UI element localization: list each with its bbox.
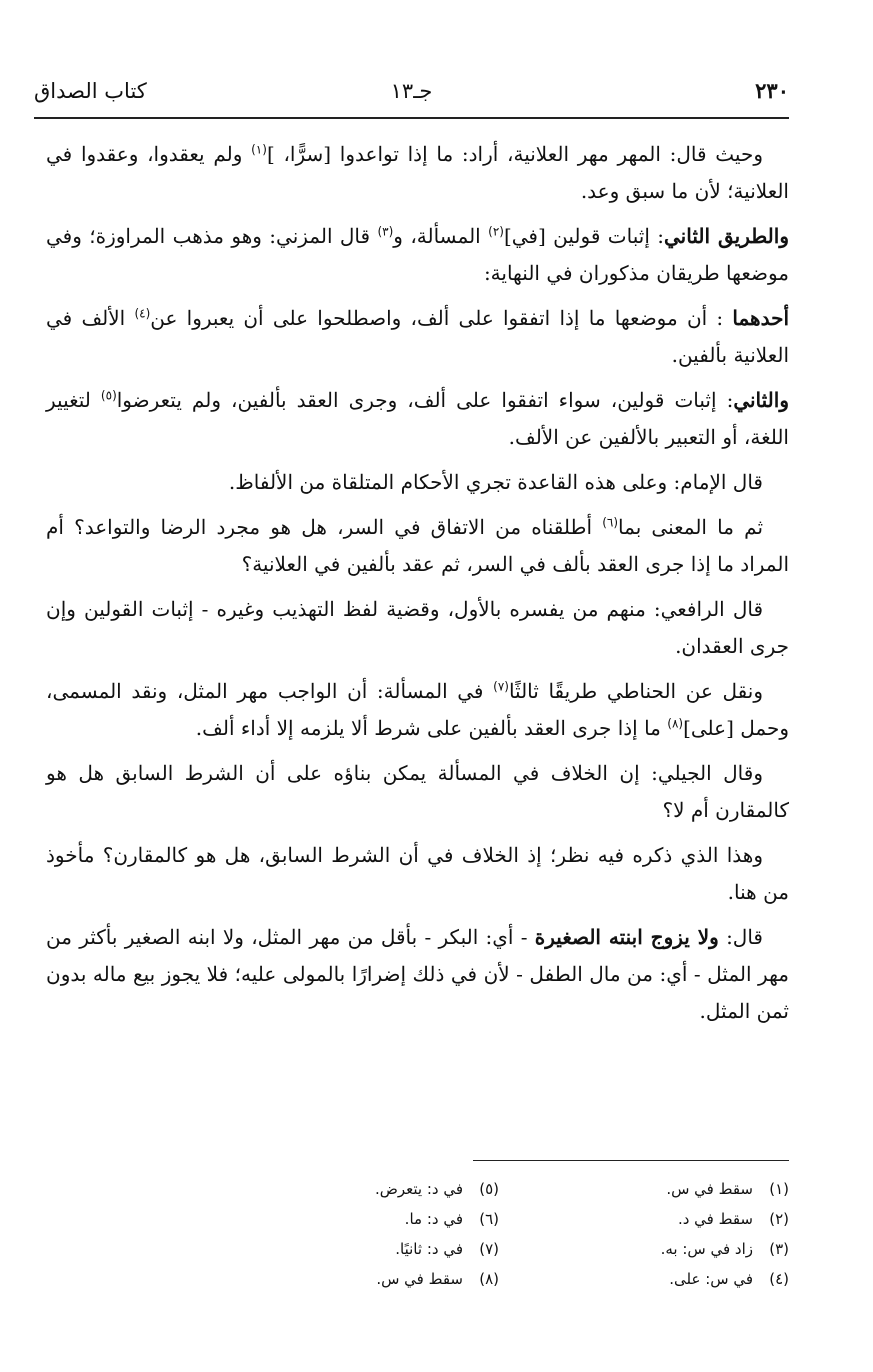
paragraph: وحيث قال: المهر مهر العلانية، أراد: ما إذا تواعدوا [سرًّا، ]$^{(١)}$ ولم يعقدوا، وعقدوا في العلانية؛ لأن ما سبق وعد.: [46, 142, 789, 203]
footnote-number: (١): [769, 1180, 789, 1198]
footnote-number: (٥): [479, 1180, 499, 1198]
paragraph: والطريق الثاني: إثبات قولين [في]$^{(٢)}$ المسألة، و$^{(٣)}$ قال المزني: وهو مذهب المراوزة؛ وفي موضعها طريقان مذكوران في النهاية:: [46, 224, 789, 285]
footnote-ref: (٣): [377, 224, 394, 239]
footnote-rule: [473, 1160, 789, 1161]
footnote-ref: (٦): [602, 515, 619, 530]
footnote-number: (٦): [479, 1210, 499, 1228]
footnote: [249, 1204, 499, 1234]
footnote-text: في س: على.: [669, 1270, 753, 1288]
book-title: كتاب الصداق: [34, 79, 147, 103]
matn-text: ولا يزوج ابنته الصغيرة: [534, 925, 719, 949]
footnote-column: [249, 1174, 499, 1294]
lead-term: أحدهما: [732, 306, 789, 330]
footnote: [539, 1204, 789, 1234]
paragraph: قال الرافعي: منهم من يفسره بالأول، وقضية لفظ التهذيب وغيره - إثبات القولين وإن جرى العقدان.: [46, 597, 789, 658]
running-header: [34, 76, 789, 108]
footnote-ref: (٤): [134, 306, 151, 321]
footnote-ref: (٧): [493, 679, 509, 694]
footnote: [539, 1174, 789, 1204]
lead-term: والثاني: [733, 388, 789, 412]
footnote-number: (٨): [479, 1270, 499, 1288]
footnote-number: (٢): [769, 1210, 789, 1228]
footnote: [249, 1174, 499, 1204]
header-rule: [34, 117, 789, 119]
footnote-number: (٤): [769, 1270, 789, 1288]
paragraph: قال الإمام: وعلى هذه القاعدة تجري الأحكام المتلقاة من الألفاظ.: [228, 470, 763, 494]
footnote: [249, 1234, 499, 1264]
paragraph: قال: ولا يزوج ابنته الصغيرة - أي: البكر - بأقل من مهر المثل، ولا ابنه الصغير بأكثر من مهر المثل - أي: من مال الطفل - لأن في ذلك إضرارًا بالمولى عليه؛ فلا يجوز بيع ماله بدون ثمن المثل.: [46, 925, 789, 1023]
paragraph: ثم ما المعنى بما$^{(٦)}$ أطلقناه من الاتفاق في السر، هل هو مجرد الرضا والتواعد؟ أم المراد ما إذا جرى العقد بألف في السر، ثم عقد بألفين في العلانية؟: [46, 515, 789, 576]
footnote: [249, 1264, 499, 1294]
footnote: [539, 1234, 789, 1264]
main-text: [46, 136, 789, 1038]
footnote-text: في د: يتعرض.: [374, 1180, 463, 1198]
lead-term: والطريق الثاني: [663, 224, 789, 248]
footnote-text: في د: ثانيًا.: [395, 1240, 463, 1258]
footnote-ref: (٨): [667, 716, 684, 731]
paragraph: والثاني: إثبات قولين، سواء اتفقوا على ألف، وجرى العقد بألفين، ولم يتعرضوا$^{(٥)}$ لتغيير اللغة، أو التعبير بالألفين عن الألف.: [46, 388, 789, 449]
paragraph: وقال الجيلي: إن الخلاف في المسألة يمكن بناؤه على أن الشرط السابق هل هو كالمقارن أم لا؟: [46, 761, 789, 822]
footnote: [539, 1264, 789, 1294]
footnote-text: في د: ما.: [404, 1210, 463, 1228]
footnote-ref: (٢): [488, 224, 504, 239]
footnote-text: زاد في س: به.: [660, 1240, 753, 1258]
footnote-ref: (٥): [100, 388, 117, 403]
footnote-number: (٣): [769, 1240, 789, 1258]
footnote-text: سقط في د.: [677, 1210, 753, 1228]
volume-label: جـ١٣: [390, 79, 433, 103]
paragraph: أحدهما : أن موضعها ما إذا اتفقوا على ألف، واصطلحوا على أن يعبروا عن$^{(٤)}$ الألف في العلانية بألفين.: [46, 306, 789, 367]
footnote-number: (٧): [479, 1240, 499, 1258]
footnote-column: [539, 1174, 789, 1294]
footnote-text: سقط في س.: [666, 1180, 753, 1198]
paragraph: وهذا الذي ذكره فيه نظر؛ إذ الخلاف في أن الشرط السابق، هل هو كالمقارن؟ مأخوذ من هنا.: [46, 843, 789, 904]
footnote-text: سقط في س.: [376, 1270, 463, 1288]
paragraph: ونقل عن الحناطي طريقًا ثالثًا$^{(٧)}$ في المسألة: أن الواجب مهر المثل، ونقد المسمى، وحمل [على]$^{(٨)}$ ما إذا جرى العقد بألفين على شرط ألا يلزمه إلا أداء ألف.: [46, 679, 789, 740]
footnote-ref: (١): [251, 142, 267, 157]
page-number: ٢٣٠: [755, 78, 789, 103]
